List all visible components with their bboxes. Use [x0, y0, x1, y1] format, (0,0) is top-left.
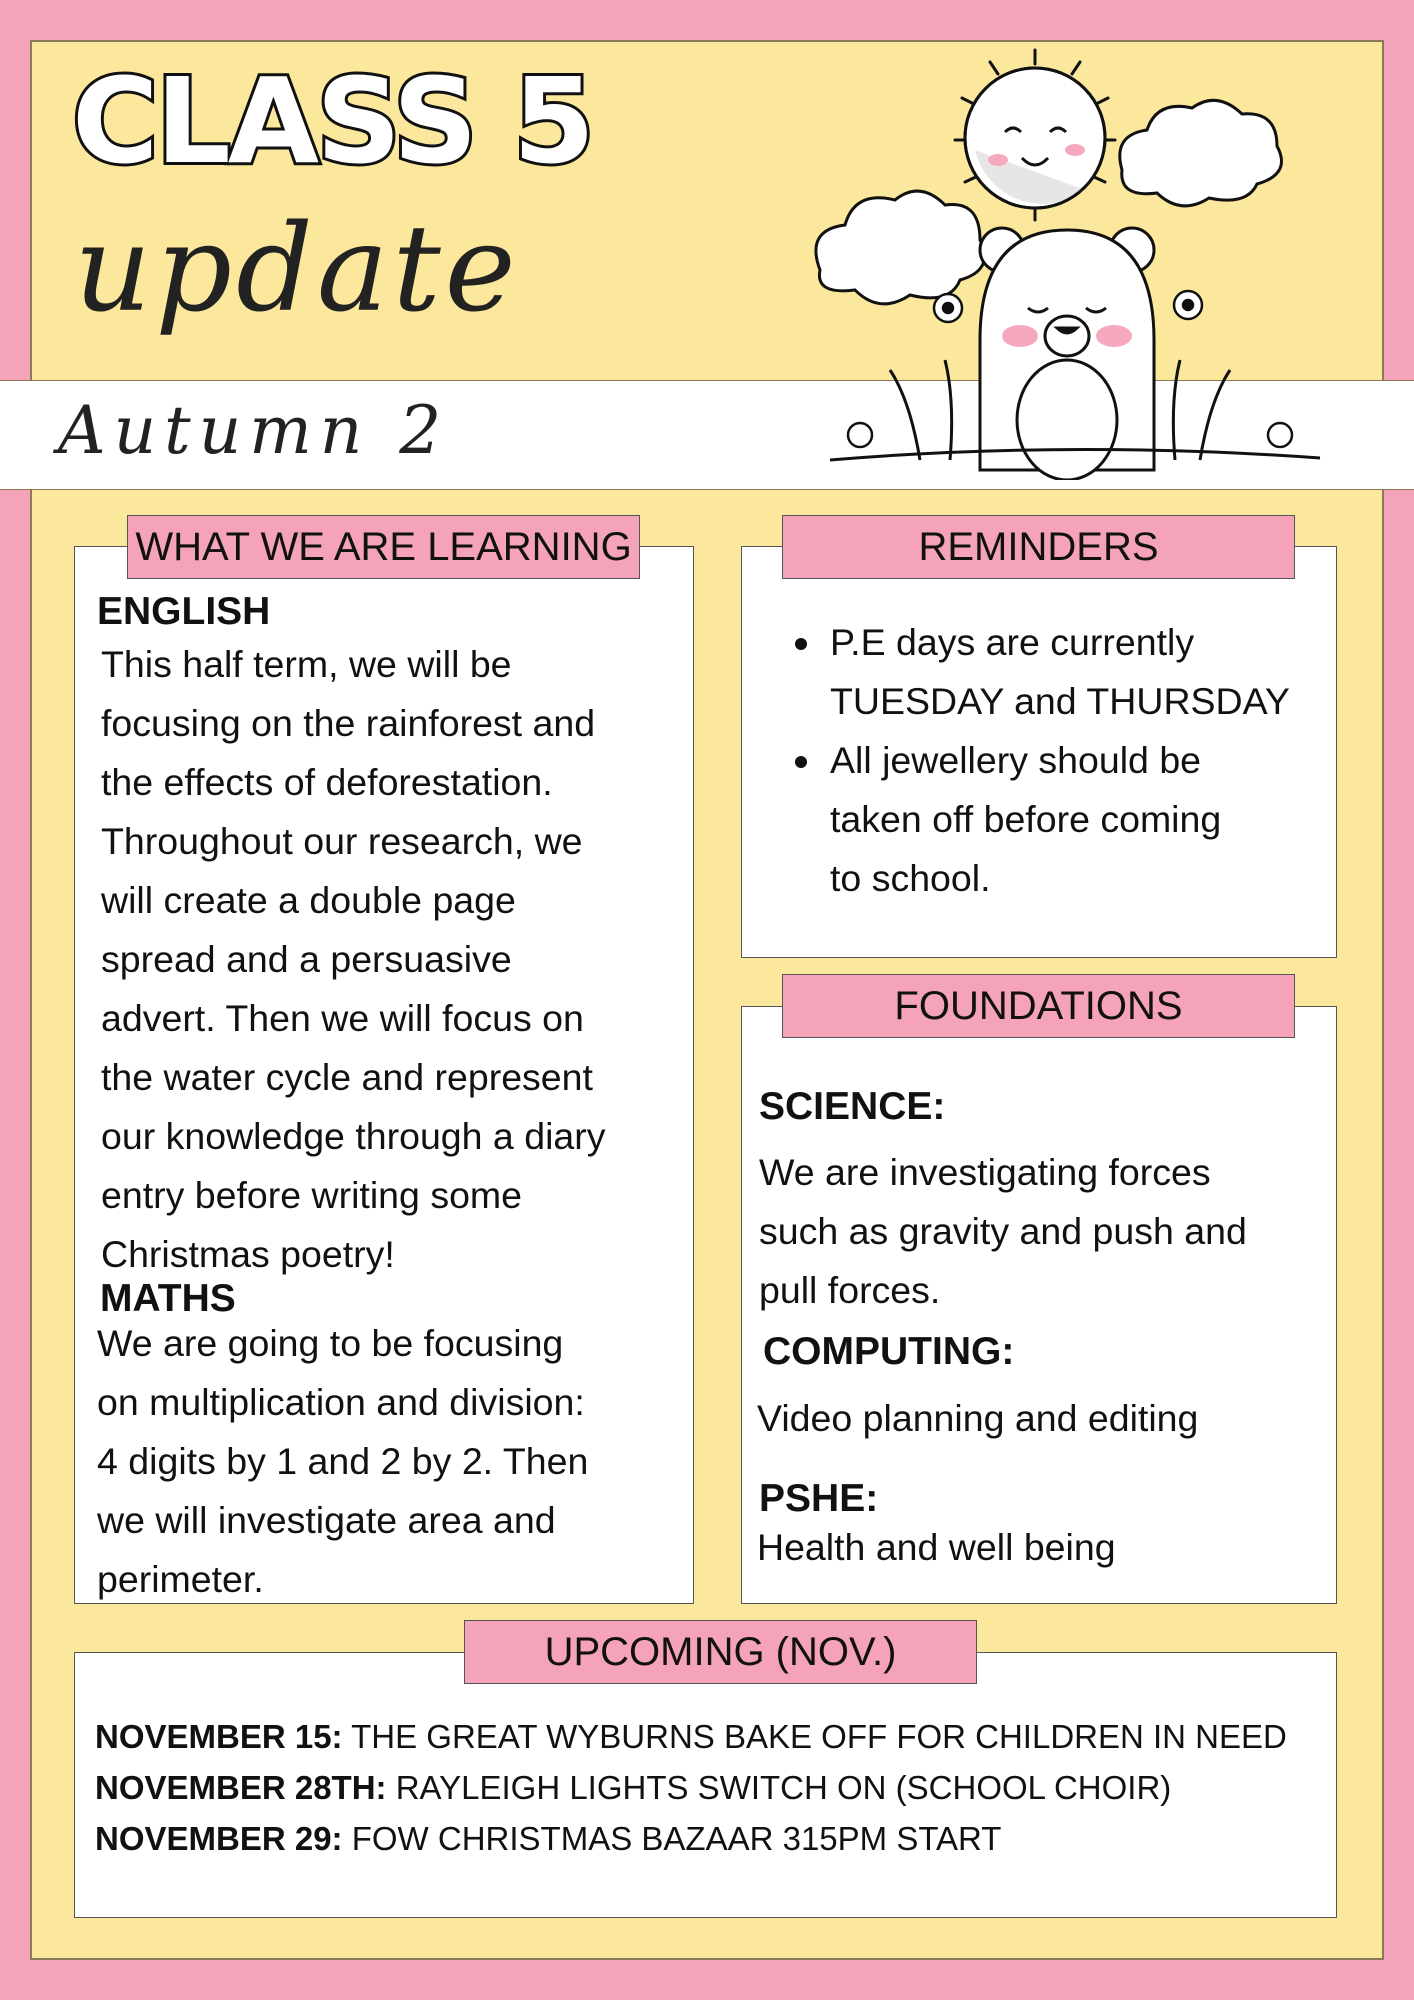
pshe-heading: PSHE:	[759, 1477, 879, 1520]
event-item	[95, 1820, 1001, 1858]
event-date: NOVEMBER 29:	[95, 1820, 343, 1857]
event-text: THE GREAT WYBURNS BAKE OFF FOR CHILDREN IN NEED	[351, 1718, 1287, 1755]
reminder-line: P.E days are currently	[830, 621, 1195, 663]
reminders-list	[830, 613, 1330, 908]
computing-heading: COMPUTING:	[763, 1330, 1015, 1373]
text-line: entry before writing some	[101, 1174, 523, 1216]
reminders-tab: REMINDERS	[782, 515, 1295, 579]
science-text	[759, 1143, 1329, 1320]
english-heading: ENGLISH	[97, 590, 271, 633]
learning-tab: WHAT WE ARE LEARNING	[127, 515, 640, 579]
reminder-line: to school.	[830, 857, 991, 899]
cloud-icon	[816, 191, 985, 304]
bullet-icon	[795, 638, 807, 650]
reminder-item	[830, 731, 1330, 908]
page-subtitle: update	[74, 200, 520, 339]
reminder-line: All jewellery should be	[830, 739, 1202, 781]
page-title: CLASS 5	[72, 52, 592, 190]
text-line: such as gravity and push and	[759, 1210, 1247, 1252]
text-line: spread and a persuasive	[101, 938, 512, 980]
text-line: we will investigate area and	[97, 1499, 556, 1541]
science-heading: SCIENCE:	[759, 1085, 946, 1128]
event-date: NOVEMBER 15:	[95, 1718, 343, 1755]
bear-icon	[980, 228, 1154, 480]
text-line: the water cycle and represent	[101, 1056, 593, 1098]
maths-text	[97, 1314, 687, 1609]
event-date: NOVEMBER 28TH:	[95, 1769, 387, 1806]
bear-illustration	[800, 40, 1340, 480]
text-line: Throughout our research, we	[101, 820, 583, 862]
event-text: RAYLEIGH LIGHTS SWITCH ON (SCHOOL CHOIR)	[395, 1769, 1172, 1806]
text-line: will create a double page	[101, 879, 516, 921]
sun-icon	[955, 50, 1115, 220]
bullet-icon	[795, 756, 807, 768]
text-line: pull forces.	[759, 1269, 941, 1311]
text-line: We are going to be focusing	[97, 1322, 564, 1364]
text-line: the effects of deforestation.	[101, 761, 553, 803]
foundations-tab: FOUNDATIONS	[782, 974, 1295, 1038]
event-item	[95, 1718, 1287, 1756]
upcoming-tab: UPCOMING (NOV.)	[464, 1620, 977, 1684]
text-line: We are investigating forces	[759, 1151, 1211, 1193]
reminder-item	[830, 613, 1330, 731]
reminder-line: taken off before coming	[830, 798, 1222, 840]
text-line: focusing on the rainforest and	[101, 702, 596, 744]
event-text: FOW CHRISTMAS BAZAAR 315PM START	[351, 1820, 1002, 1857]
term-label: Autumn 2	[58, 392, 450, 469]
computing-text: Video planning and editing	[757, 1397, 1199, 1439]
text-line: Christmas poetry!	[101, 1233, 395, 1275]
text-line: our knowledge through a diary	[101, 1115, 606, 1157]
text-line: advert. Then we will focus on	[101, 997, 584, 1039]
event-item	[95, 1769, 1171, 1807]
text-line: perimeter.	[97, 1558, 264, 1600]
text-line: This half term, we will be	[101, 643, 512, 685]
pshe-text: Health and well being	[757, 1526, 1116, 1568]
cloud-icon	[1120, 100, 1282, 206]
text-line: 4 digits by 1 and 2 by 2. Then	[97, 1440, 589, 1482]
text-line: on multiplication and division:	[97, 1381, 585, 1423]
maths-heading: MATHS	[100, 1277, 236, 1320]
english-text	[101, 635, 691, 1284]
reminder-line: TUESDAY and THURSDAY	[830, 680, 1290, 722]
